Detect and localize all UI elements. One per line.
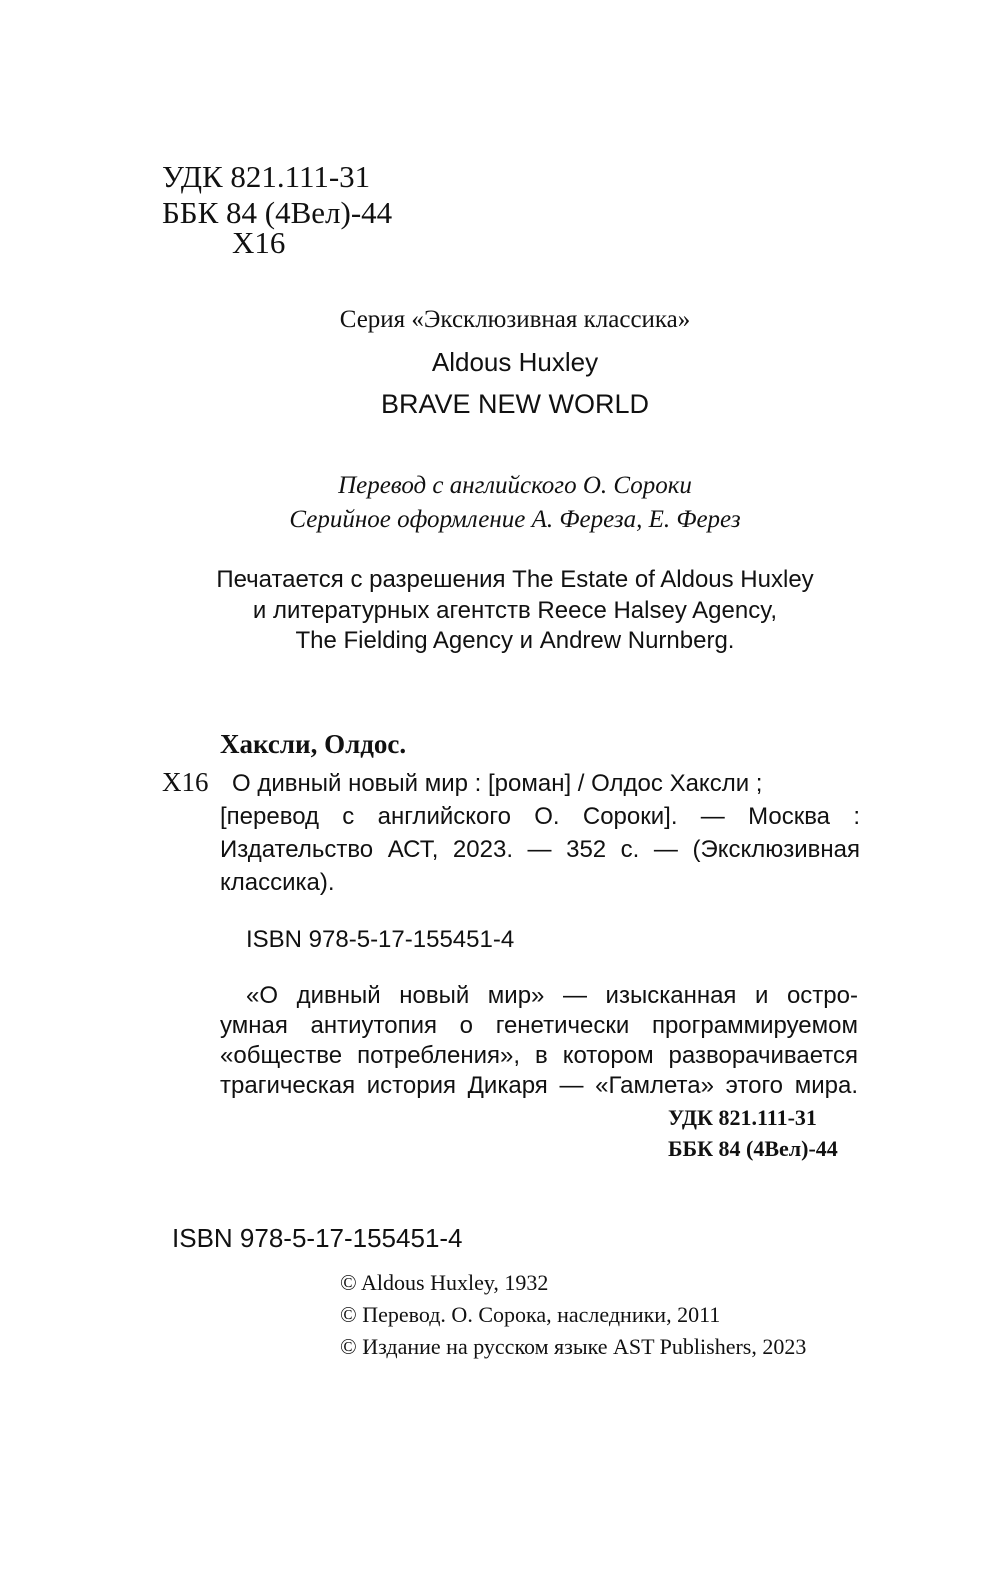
udk-top: УДК 821.111-31 xyxy=(162,159,371,194)
annotation-line-4: трагическая история Дикаря — «Гамлета» этого мира. xyxy=(220,1072,858,1099)
catalog-entry-line-4: классика). xyxy=(220,869,335,896)
copyright-line-2: © Перевод. О. Сорока, наследники, 2011 xyxy=(340,1302,721,1327)
catalog-entry-line-3: Издательство АСТ, 2023. — 352 с. — (Эксклюзивная xyxy=(220,836,860,863)
copyright-line-1: © Aldous Huxley, 1932 xyxy=(340,1270,549,1295)
isbn: ISBN 978-5-17-155451-4 xyxy=(172,1223,463,1253)
series-line: Серия «Эксклюзивная классика» xyxy=(339,306,691,333)
design-credit: Серийное оформление А. Фереза, Е. Ферез xyxy=(289,506,741,533)
catalog-heading: Хаксли, Олдос. xyxy=(220,729,407,759)
catalog-entry-line-1 xyxy=(232,768,860,800)
annotation-line-1: «О дивный новый мир» — изысканная и остро- xyxy=(246,982,858,1009)
catalog-isbn: ISBN 978-5-17-155451-4 xyxy=(246,926,515,953)
permission-line-2: и литературных агентств Reece Halsey Agency, xyxy=(252,597,778,624)
permission-line-3: The Fielding Agency и Andrew Nurnberg. xyxy=(295,627,735,654)
copyright-line-3: © Издание на русском языке AST Publishers, 2023 xyxy=(340,1334,807,1359)
original-title: BRAVE NEW WORLD xyxy=(380,389,650,419)
catalog-entry-line-2: [перевод с английского О. Сороки]. — Москва : xyxy=(220,803,860,830)
translation-credit: Перевод с английского О. Сороки xyxy=(338,472,692,499)
annotation-line-2: умная антиутопия о генетически программируемом xyxy=(220,1012,858,1039)
catalog-mark: Х16 xyxy=(162,767,209,797)
permission-line-1: Печатается с разрешения The Estate of Aldous Huxley xyxy=(216,566,814,593)
catalog-udk: УДК 821.111-31 xyxy=(668,1105,817,1130)
catalog-entry-text: О дивный новый мир : [роман] / Олдос Хаксли ; xyxy=(232,770,763,797)
catalog-bbk: ББК 84 (4Вел)-44 xyxy=(668,1136,838,1161)
bbk-top: ББК 84 (4Вел)-44 xyxy=(162,195,393,230)
annotation-line-3: «обществе потребления», в котором разворачивается xyxy=(220,1042,858,1069)
original-author: Aldous Huxley xyxy=(431,347,599,377)
author-mark-top: Х16 xyxy=(232,225,286,260)
